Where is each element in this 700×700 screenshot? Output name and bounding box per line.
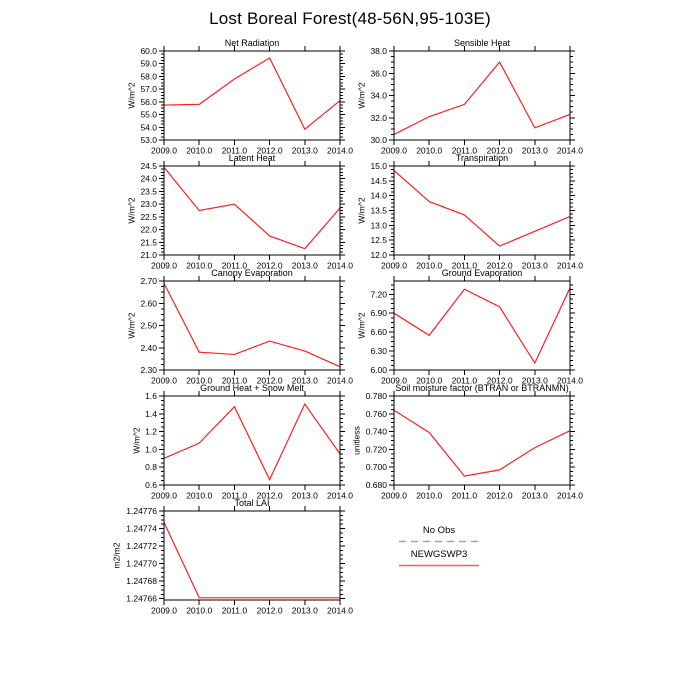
x-tick-label: 2010.0: [416, 145, 443, 156]
x-tick-label: 2010.0: [416, 260, 443, 271]
x-ticks: [381, 161, 583, 271]
x-tick-label: 2011.0: [451, 490, 478, 501]
x-tick-label: 2010.0: [186, 375, 213, 386]
x-tick-label: 2009.0: [151, 145, 177, 156]
series-line-newgswp3: [394, 170, 570, 246]
y-tick-label: 22.5: [140, 211, 157, 222]
x-tick-label: 2012.0: [486, 490, 513, 501]
x-tick-label: 2009.0: [381, 145, 407, 156]
y-tick-label: 23.5: [140, 186, 157, 197]
x-tick-label: 2009.0: [381, 490, 407, 501]
y-tick-label: 1.24774: [126, 523, 157, 534]
y-tick-labels: [370, 46, 387, 145]
y-tick-label: 0.8: [145, 462, 157, 473]
y-axis-unit-label: W/m^2: [131, 427, 142, 454]
y-tick-label: 24.5: [140, 161, 157, 171]
x-tick-label: 2013.0: [521, 490, 548, 501]
plot-frame: [164, 166, 340, 255]
y-tick-label: 1.6: [145, 391, 157, 401]
x-ticks: [151, 391, 353, 501]
x-tick-label: 2014.0: [327, 490, 353, 501]
x-tick-label: 2011.0: [221, 260, 248, 271]
plot-frame: [394, 281, 570, 370]
legend-item-no-obs: [393, 525, 485, 544]
y-tick-label: 13.5: [370, 205, 387, 216]
y-tick-label: 2.50: [140, 320, 157, 331]
y-tick-label: 24.0: [140, 173, 157, 184]
x-tick-label: 2012.0: [256, 605, 283, 616]
series-line-newgswp3: [164, 283, 340, 366]
x-ticks: [151, 161, 353, 271]
y-tick-label: 2.40: [140, 342, 157, 353]
y-tick-label: 21.0: [140, 250, 157, 260]
y-tick-label: 12.5: [370, 235, 387, 246]
no-obs-dashed-line: [398, 539, 480, 544]
x-tick-label: 2013.0: [521, 145, 548, 156]
x-tick-label: 2013.0: [291, 490, 318, 501]
y-axis-unit-label: W/m^2: [356, 312, 367, 339]
chart-title: Ground Heat + Snow Melt: [200, 383, 304, 393]
x-ticks: [381, 391, 583, 501]
y-tick-label: 12.0: [370, 250, 387, 260]
y-axis-unit-label: W/m^2: [126, 82, 137, 109]
x-tick-label: 2014.0: [327, 260, 353, 271]
x-ticks: [151, 46, 353, 156]
x-tick-label: 2014.0: [557, 260, 583, 271]
y-axis-unit-label: m2/m2: [111, 542, 122, 569]
x-tick-label: 2010.0: [186, 145, 213, 156]
x-ticks: [151, 276, 353, 386]
x-tick-label: 2009.0: [381, 260, 407, 271]
legend-label-newgswp3: NEWGSWP3: [410, 549, 468, 560]
x-tick-label: 2012.0: [256, 490, 283, 501]
page-title: Lost Boreal Forest(48-56N,95-103E): [209, 9, 491, 28]
x-tick-label: 2013.0: [521, 260, 548, 271]
x-tick-label: 2012.0: [256, 260, 283, 271]
x-tick-label: 2014.0: [557, 490, 583, 501]
y-tick-label: 2.60: [140, 298, 157, 309]
y-tick-label: 0.780: [365, 391, 387, 401]
x-tick-label: 2011.0: [451, 260, 478, 271]
series-line-newgswp3: [394, 62, 570, 134]
x-tick-label: 2012.0: [486, 260, 513, 271]
chart-title: Net Radiation: [224, 38, 280, 48]
y-tick-label: 1.24776: [126, 506, 157, 516]
x-tick-label: 2013.0: [291, 605, 318, 616]
x-tick-label: 2013.0: [291, 375, 318, 386]
y-ticks: [370, 161, 575, 260]
x-tick-label: 2009.0: [151, 490, 177, 501]
newgswp3-solid-line: [398, 563, 480, 568]
x-tick-label: 2011.0: [221, 605, 248, 616]
x-tick-label: 2009.0: [151, 605, 177, 616]
chart-title: Sensible Heat: [453, 38, 511, 48]
x-tick-label: 2011.0: [221, 490, 248, 501]
y-tick-label: 21.5: [140, 237, 157, 248]
y-tick-label: 6.30: [370, 346, 387, 357]
y-tick-label: 1.24772: [126, 541, 157, 552]
y-tick-label: 6.90: [370, 308, 387, 319]
x-tick-label: 2014.0: [327, 375, 353, 386]
y-tick-label: 14.0: [370, 190, 387, 201]
y-tick-label: 1.24770: [126, 558, 157, 569]
y-ticks: [126, 506, 345, 604]
x-tick-label: 2010.0: [416, 490, 443, 501]
y-tick-labels: [140, 276, 157, 375]
chart-title: Soil moisture factor (BTRAN or BTRANMN): [395, 383, 569, 393]
legend: [393, 525, 485, 568]
y-tick-label: 0.6: [145, 480, 157, 490]
y-tick-label: 30.0: [370, 135, 387, 145]
chart-title: Latent Heat: [228, 153, 276, 163]
chart-title: Transpiration: [455, 153, 509, 163]
y-tick-label: 1.24768: [126, 576, 157, 587]
x-tick-label: 2012.0: [256, 145, 283, 156]
chart-ground-evaporation: [330, 265, 594, 386]
series-line-newgswp3: [164, 522, 340, 597]
y-ticks: [370, 46, 575, 145]
x-tick-label: 2011.0: [451, 145, 478, 156]
y-tick-label: 55.0: [140, 109, 157, 120]
y-tick-labels: [140, 161, 157, 260]
y-tick-label: 53.0: [140, 135, 157, 145]
plot-frame: [164, 281, 340, 370]
x-tick-label: 2012.0: [486, 145, 513, 156]
series-line-newgswp3: [164, 167, 340, 248]
y-axis-unit-label: unitless: [351, 426, 362, 455]
y-tick-label: 38.0: [370, 46, 387, 56]
y-tick-labels: [145, 391, 157, 490]
y-axis-unit-label: W/m^2: [126, 312, 137, 339]
x-tick-label: 2014.0: [557, 145, 583, 156]
y-tick-label: 0.700: [365, 462, 387, 473]
y-tick-label: 36.0: [370, 68, 387, 79]
y-tick-label: 23.0: [140, 199, 157, 210]
chart-soil-moisture-factor-btran-or-btranmn: [330, 380, 594, 501]
chart-transpiration: [330, 150, 594, 271]
legend-label-no-obs: No Obs: [422, 525, 456, 536]
y-tick-label: 60.0: [140, 46, 157, 56]
y-tick-label: 0.740: [365, 426, 387, 437]
y-tick-label: 32.0: [370, 112, 387, 123]
chart-title: Ground Evaporation: [441, 268, 523, 278]
y-ticks: [370, 285, 575, 375]
y-tick-label: 22.0: [140, 224, 157, 235]
series-line-newgswp3: [164, 58, 340, 129]
y-tick-label: 56.0: [140, 96, 157, 107]
y-tick-label: 0.680: [365, 480, 387, 490]
x-tick-label: 2010.0: [186, 490, 213, 501]
y-tick-label: 0.720: [365, 444, 387, 455]
chart-latent-heat: [100, 150, 367, 271]
chart-canopy-evaporation: [100, 265, 367, 386]
y-tick-label: 58.0: [140, 71, 157, 82]
y-tick-labels: [126, 506, 157, 604]
y-ticks: [140, 46, 345, 145]
x-tick-label: 2009.0: [151, 375, 177, 386]
x-tick-label: 2012.0: [256, 375, 283, 386]
plot-frame: [394, 51, 570, 140]
x-tick-label: 2011.0: [221, 375, 248, 386]
x-tick-label: 2011.0: [221, 145, 248, 156]
y-ticks: [145, 391, 345, 490]
y-tick-label: 34.0: [370, 90, 387, 101]
x-tick-label: 2009.0: [381, 375, 407, 386]
y-tick-labels: [370, 289, 387, 375]
x-ticks: [381, 46, 583, 156]
y-tick-labels: [140, 46, 157, 145]
chart-title: Total LAI: [234, 498, 270, 508]
y-axis-unit-label: W/m^2: [126, 197, 137, 224]
x-tick-label: 2009.0: [151, 260, 177, 271]
x-ticks: [381, 276, 583, 386]
y-tick-label: 6.00: [370, 365, 387, 375]
chart-sensible-heat: [330, 35, 594, 156]
chart-ground-heat-snow-melt: [100, 380, 364, 501]
series-line-newgswp3: [394, 410, 570, 476]
series-line-newgswp3: [164, 404, 340, 480]
y-axis-unit-label: W/m^2: [356, 82, 367, 109]
y-tick-label: 1.24766: [126, 593, 157, 604]
plot-frame: [164, 51, 340, 140]
y-tick-labels: [366, 391, 388, 490]
y-tick-labels: [370, 161, 387, 260]
y-tick-label: 6.60: [370, 327, 387, 338]
chart-net-radiation: [100, 35, 367, 156]
plot-frame: [164, 511, 340, 600]
y-tick-label: 54.0: [140, 122, 157, 133]
y-tick-label: 2.30: [140, 365, 157, 375]
x-tick-label: 2010.0: [416, 375, 443, 386]
plot-frame: [394, 396, 570, 485]
y-tick-label: 57.0: [140, 84, 157, 95]
x-tick-label: 2014.0: [327, 145, 353, 156]
chart-total-lai: [100, 495, 364, 616]
x-tick-label: 2014.0: [557, 375, 583, 386]
y-tick-label: 15.0: [370, 161, 387, 171]
y-tick-label: 1.4: [145, 408, 157, 419]
y-tick-label: 1.0: [145, 444, 157, 455]
y-tick-label: 13.0: [370, 220, 387, 231]
chart-title: Canopy Evaporation: [211, 268, 293, 278]
x-tick-label: 2011.0: [451, 375, 478, 386]
series-line-newgswp3: [394, 288, 570, 363]
y-tick-label: 14.5: [370, 175, 387, 186]
y-tick-label: 1.2: [145, 426, 157, 437]
x-tick-label: 2013.0: [291, 145, 318, 156]
x-tick-label: 2013.0: [291, 260, 318, 271]
y-tick-label: 59.0: [140, 58, 157, 69]
x-tick-label: 2010.0: [186, 605, 213, 616]
y-tick-label: 7.20: [370, 289, 387, 300]
plot-frame: [394, 166, 570, 255]
x-tick-label: 2013.0: [521, 375, 548, 386]
y-tick-label: 2.70: [140, 276, 157, 286]
legend-item-newgswp3: [393, 549, 485, 568]
plot-frame: [164, 396, 340, 485]
y-tick-label: 0.760: [365, 408, 387, 419]
y-ticks: [140, 276, 345, 375]
x-tick-label: 2012.0: [486, 375, 513, 386]
x-tick-label: 2014.0: [327, 605, 353, 616]
x-tick-label: 2010.0: [186, 260, 213, 271]
y-axis-unit-label: W/m^2: [356, 197, 367, 224]
